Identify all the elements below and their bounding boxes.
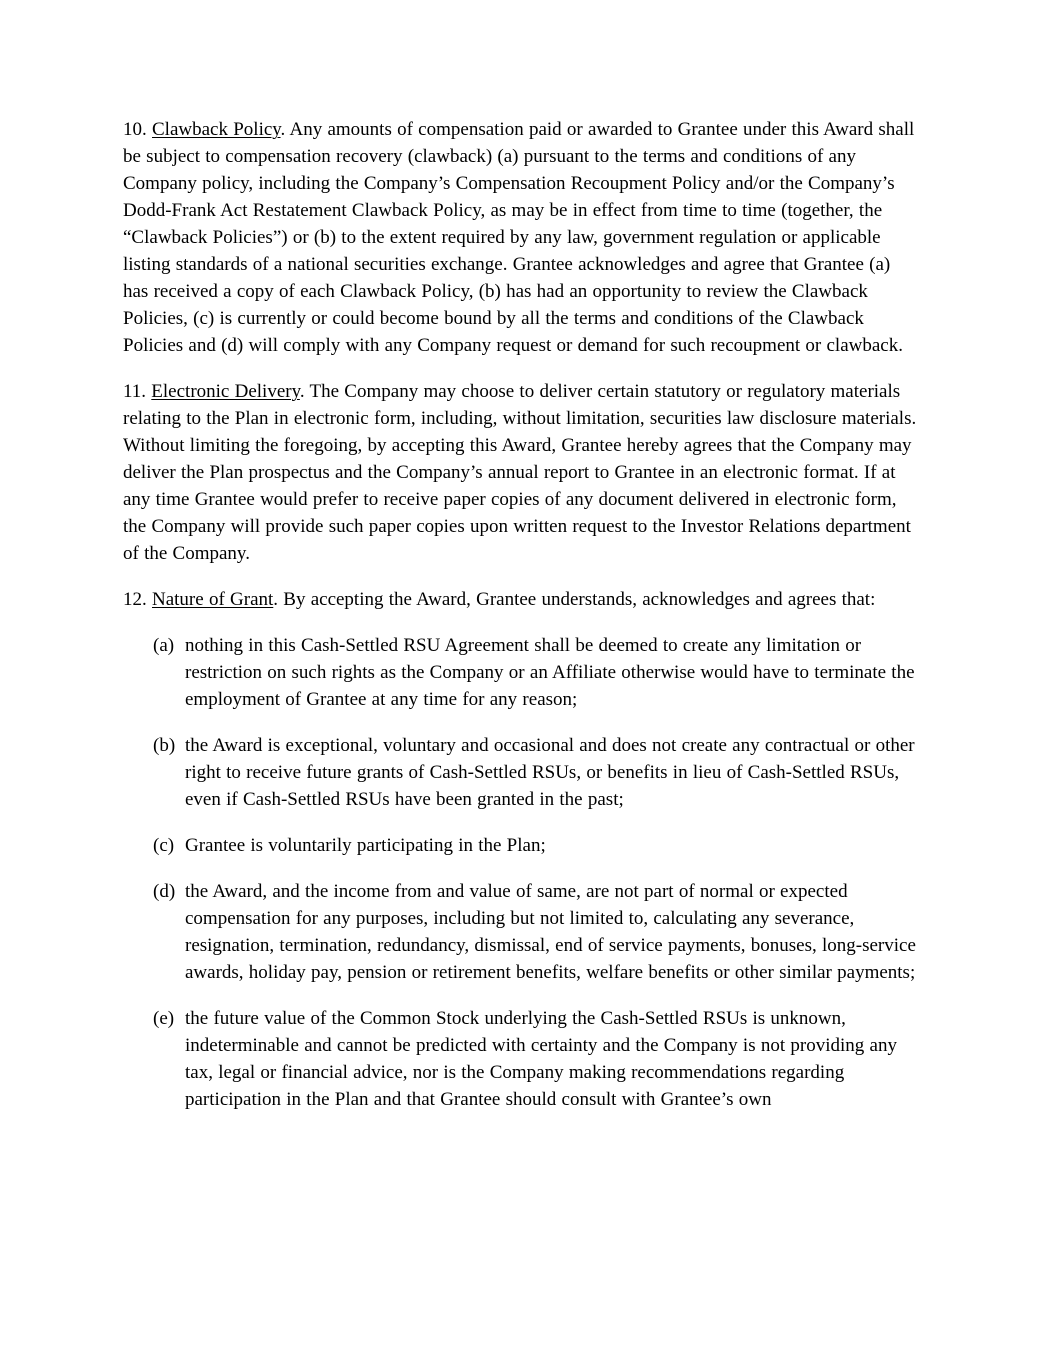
section-12-body: . By accepting the Award, Grantee understands, acknowledges and agrees that: [273, 589, 876, 610]
section-10-body: . Any amounts of compensation paid or awarded to Grantee under this Award shall be subject to compensation recovery (clawback) (a) pursuant to the terms and conditions of any Company policy, including the Company’s Compensation Recoupment Policy and/or the Company’s Dodd-Frank Act Restatement Clawback Policy, as may be in effect from time to time (together, the “Clawback Policies”) or (b) to the extent required by any law, government regulation or applicable listing standards of a national securities exchange. Grantee acknowledges and agree that Grantee (a) has received a copy of each Clawback Policy, (b) has had an opportunity to review the Clawback Policies, (c) is currently or could become bound by all the terms and conditions of the Clawback Policies and (d) will comply with any Company request or demand for such recoupment or clawback. [123, 119, 915, 356]
section-12-heading: Nature of Grant [152, 589, 274, 610]
section-11-heading: Electronic Delivery [151, 381, 300, 402]
section-10-clawback-policy [123, 116, 920, 359]
list-item-b-text: the Award is exceptional, voluntary and occasional and does not create any contractual or other right to receive future grants of Cash-Settled RSUs, or benefits in lieu of Cash-Settled RSUs, even if Cash-Settled RSUs have been granted in the past; [185, 735, 915, 810]
list-item-e-text: the future value of the Common Stock underlying the Cash-Settled RSUs is unknown, indeterminable and cannot be predicted with certainty and the Company is not providing any tax, legal or financial advice, nor is the Company making recommendations regarding participation in the Plan and that Grantee should consult with Grantee’s own [185, 1008, 897, 1110]
list-item-a-marker: (a) [153, 635, 175, 656]
list-item-a-text: nothing in this Cash-Settled RSU Agreement shall be deemed to create any limitation or restriction on such rights as the Company or an Affiliate otherwise would have to terminate the employment of Grantee at any time for any reason; [185, 635, 915, 710]
section-10-heading: Clawback Policy [152, 119, 281, 140]
section-10-number: 10. [123, 119, 152, 140]
list-item-d-text: the Award, and the income from and value of same, are not part of normal or expected compensation for any purposes, including but not limited to, calculating any severance, resignation, termination, redundancy, dismissal, end of service payments, bonuses, long-service awards, holiday pay, pension or retirement benefits, welfare benefits or other similar payments; [185, 881, 916, 983]
list-item-b [123, 732, 920, 813]
section-12-number: 12. [123, 589, 152, 610]
list-item-a [123, 632, 920, 713]
list-item-c [123, 832, 920, 859]
list-item-d [123, 878, 920, 986]
section-11-electronic-delivery [123, 378, 920, 567]
section-11-body: . The Company may choose to deliver certain statutory or regulatory materials relating to the Plan in electronic form, including, without limitation, securities law disclosure materials. Without limiting the foregoing, by accepting this Award, Grantee hereby agrees that the Company may deliver the Plan prospectus and the Company’s annual report to Grantee in an electronic format. If at any time Grantee would prefer to receive paper copies of any document delivered in electronic form, the Company will provide such paper copies upon written request to the Investor Relations department of the Company. [123, 381, 917, 564]
section-11-number: 11. [123, 381, 152, 402]
list-item-d-marker: (d) [153, 881, 176, 902]
document-content [123, 116, 920, 1113]
list-item-c-text: Grantee is voluntarily participating in the Plan; [185, 835, 546, 856]
list-item-c-marker: (c) [153, 835, 175, 856]
list-item-e-marker: (e) [153, 1008, 175, 1029]
list-item-b-marker: (b) [153, 735, 176, 756]
section-12-nature-of-grant [123, 586, 920, 613]
list-item-e [123, 1005, 920, 1113]
